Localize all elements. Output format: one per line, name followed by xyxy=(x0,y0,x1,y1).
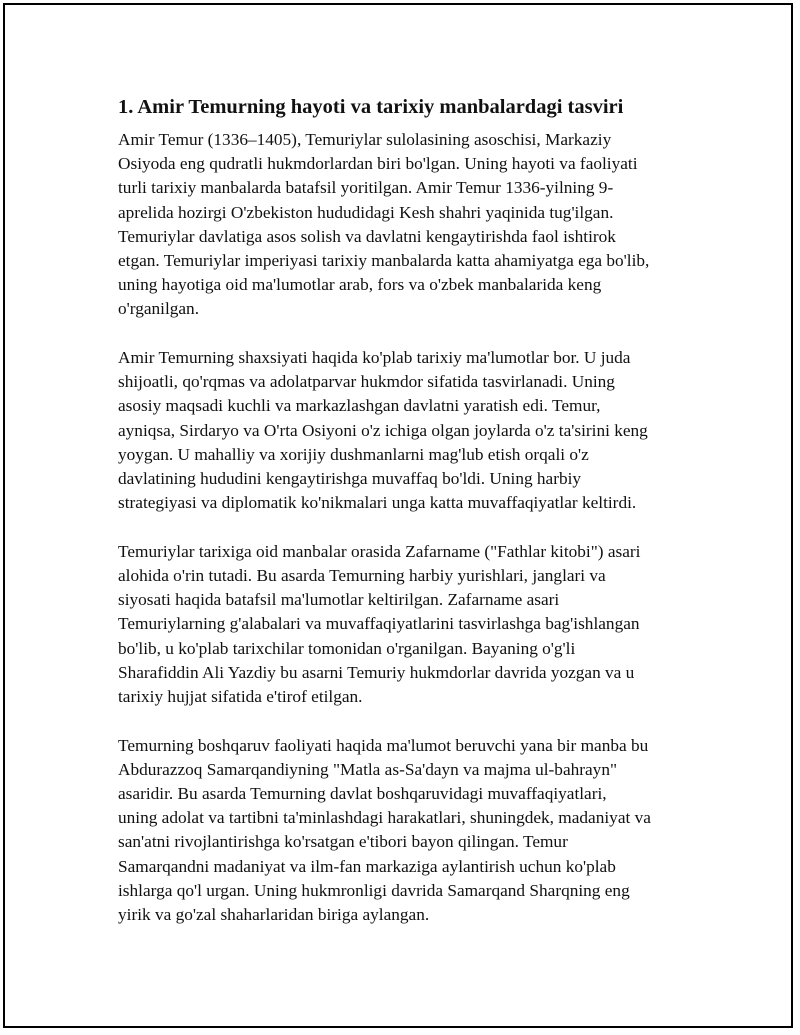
text-line: Osiyoda eng qudratli hukmdorlardan biri bo'lgan. Uning hayoti va faoliyati xyxy=(118,154,638,174)
text-line: siyosati haqida batafsil ma'lumotlar keltirilgan. Zafarname asari xyxy=(118,590,560,610)
text-line: Temuriylarning g'alabalari va muvaffaqiyatlarini tasvirlashga bag'ishlangan xyxy=(118,614,640,634)
text-line: uning adolat va tartibni ta'minlashdagi harakatlari, shuningdek, madaniyat va xyxy=(118,808,651,828)
text-line: Sharafiddin Ali Yazdiy bu asarni Temuriy hukmdorlar davrida yozgan va u xyxy=(118,662,635,682)
text-line: uning hayotiga oid ma'lumotlar arab, fors va o'zbek manbalarida keng xyxy=(118,275,602,295)
text-line: Temuriylar davlatiga asos solish va davlatni kengaytirishda faol ishtirok xyxy=(118,226,616,246)
text-line: yoygan. U mahalliy va xorijiy dushmanlarni mag'lub etish orqali o'z xyxy=(118,444,589,464)
text-line: asaridir. Bu asarda Temurning davlat boshqaruvidagi muvaffaqiyatlari, xyxy=(118,784,607,804)
text-line: alohida o'rin tutadi. Bu asarda Temurning harbiy yurishlari, janglari va xyxy=(118,566,606,586)
text-line: Amir Temur (1336–1405), Temuriylar sulolasining asoschisi, Markaziy xyxy=(118,130,612,149)
text-line: san'atni rivojlantirishga ko'rsatgan e'tibori bayon qilingan. Temur xyxy=(118,832,568,852)
text-line: asosiy maqsadi kuchli va markazlashgan davlatni yaratish edi. Temur, xyxy=(118,396,601,416)
text-line: Samarqandni madaniyat va ilm-fan markaziga aylantirish uchun ko'plab xyxy=(118,856,616,876)
text-line: Temuriylar tarixiga oid manbalar orasida Zafarname ("Fathlar kitobi") asari xyxy=(118,541,641,561)
document-body xyxy=(118,94,690,952)
text-line: shijoatli, qo'rqmas va adolatparvar hukmdor sifatida tasvirlanadi. Uning xyxy=(118,372,615,392)
text-line: ishlarga qo'l urgan. Uning hukmronligi davrida Samarqand Sharqning eng xyxy=(118,880,630,900)
text-line: etgan. Temuriylar imperiyasi tarixiy manbalarda katta ahamiyatga ega bo'lib, xyxy=(118,251,650,271)
text-line: aprelida hozirgi O'zbekiston hududidagi Kesh shahri yaqinida tug'ilgan. xyxy=(118,202,614,222)
text-line: strategiyasi va diplomatik ko'nikmalari unga katta muvaffaqiyatlar keltirdi. xyxy=(118,493,637,513)
text-line: davlatining hududini kengaytirishga muvaffaq bo'ldi. Uning harbiy xyxy=(118,469,582,489)
paragraph-3 xyxy=(118,540,690,709)
paragraph-1 xyxy=(118,128,690,322)
text-line: Temurning boshqaruv faoliyati haqida ma'lumot beruvchi yana bir manba bu xyxy=(118,735,649,755)
paragraph-4 xyxy=(118,734,690,928)
text-line: ayniqsa, Sirdaryo va O'rta Osiyoni o'z ichiga olgan joylarda o'z ta'sirini keng xyxy=(118,420,648,440)
text-line: Abdurazzoq Samarqandiyning "Matla as-Sa'dayn va majma ul-bahrayn" xyxy=(118,759,618,779)
text-line: turli tarixiy manbalarda batafsil yoritilgan. Amir Temur 1336-yilning 9- xyxy=(118,178,614,198)
text-line: Amir Temurning shaxsiyati haqida ko'plab tarixiy ma'lumotlar bor. U juda xyxy=(118,348,631,368)
text-line: o'rganilgan. xyxy=(118,299,200,319)
text-line: tarixiy hujjat sifatida e'tirof etilgan. xyxy=(118,687,363,707)
section-heading: 1. Amir Temurning hayoti va tarixiy manbalardagi tasviri xyxy=(118,96,624,118)
paragraph-2 xyxy=(118,346,690,515)
text-line: yirik va go'zal shaharlaridan biriga aylangan. xyxy=(118,905,430,925)
text-line: bo'lib, u ko'plab tarixchilar tomonidan o'rganilgan. Bayaning o'g'li xyxy=(118,638,576,658)
